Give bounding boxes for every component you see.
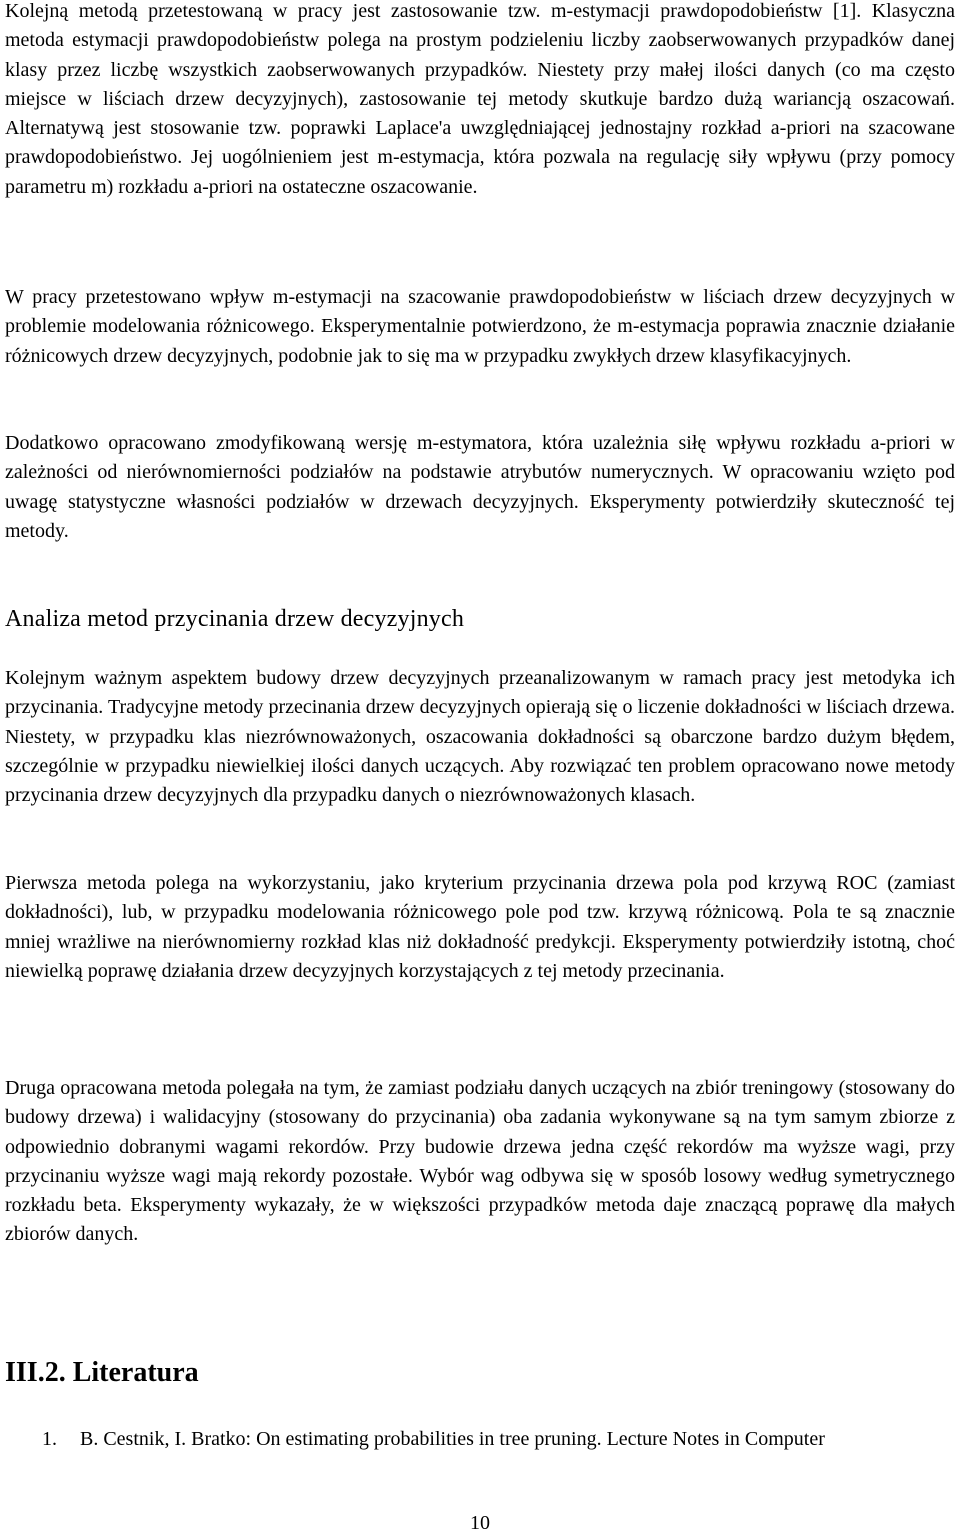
paragraph-second-pruning-method: Druga opracowana metoda polegała na tym, że zamiast podziału danych uczących na zbiór treningowy (stosowany do budowy drzewa) i walidacyjny (stosowany do przycinania) oba zadania wykonywane są na tym samym zbiorze z odpowiednio dobranymi wagami rekordów. Przy budowie drzewa jedna część rekordów ma wyższe wagi, przy przycinaniu wyższe wagi mają rekordy pozostałe. Wybór wag odbywa się w sposób losowy według symetrycznego rozkładu beta. Eksperymenty wykazały, że w większości przypadków metoda daje znaczącą poprawę dla małych zbiorów danych. [5, 1077, 955, 1246]
reference-number: 1. [42, 1428, 57, 1450]
paragraph-pruning-intro: Kolejnym ważnym aspektem budowy drzew decyzyjnych przeanalizowanym w ramach pracy jest metodyka ich przycinania. Tradycyjne metody przecinania drzew decyzyjnych opierają się o liczenie dokładności w liściach drzewa. Niestety, w przypadku klas niezrównoważonych, oszacowania dokładności są obarczone bardzo dużym błędem, szczególnie w przypadku niewielkiej ilości danych uczących. Aby rozwiązać ten problem opracowano nowe metody przycinania drzew decyzyjnych dla przypadku danych o niezrównoważonych klasach. [5, 667, 955, 807]
paragraph-modified-m-estimator: Dodatkowo opracowano zmodyfikowaną wersję m-estymatora, która uzależnia siłę wpływu rozkładu a-priori w zależności od nierównomierności podziałów na podstawie atrybutów numerycznych. W opracowaniu wzięto pod uwagę statystyczne własności podziałów w drzewach decyzyjnych. Eksperymenty potwierdziły skuteczność tej metody. [5, 432, 955, 542]
page-number: 10 [470, 1512, 490, 1534]
reference-text: B. Cestnik, I. Bratko: On estimating probabilities in tree pruning. Lecture Notes in Computer [80, 1428, 825, 1450]
paragraph-m-estimation-intro: Kolejną metodą przetestowaną w pracy jest zastosowanie tzw. m-estymacji prawdopodobieństw [1]. Klasyczna metoda estymacji prawdopodobieństw polega na prostym podzieleniu liczby zaobserwowanych przypadków danej klasy przez liczbę wszystkich zaobserwowanych przypadków. Niestety przy małej ilości danych (co ma często miejsce w liściach drzew decyzyjnych), zastosowanie tej metody skutkuje bardzo dużą wariancją oszacowań. Alternatywą jest stosowanie tzw. poprawki Laplace'a uwzględniającej jednostajny rozkład a-priori na szacowane prawdopodobieństwo. Jej uogólnieniem jest m-estymacja, która pozwala na regulację siły wpływu (przy pomocy parametru m) rozkładu a-priori na ostateczne oszacowanie. [5, 0, 955, 198]
paragraph-first-pruning-method: Pierwsza metoda polega na wykorzystaniu, jako kryterium przycinania drzewa pola pod krzywą ROC (zamiast dokładności), lub, w przypadku modelowania różnicowego pole pod tzw. krzywą różnicową. Pola te są znacznie mniej wrażliwe na nierównomierny rozkład klas niż dokładność predykcji. Eksperymenty potwierdziły istotną, choć niewielką poprawę działania drzew decyzyjnych korzystających z tej metody przecinania. [5, 872, 955, 982]
reference-list [0, 1424, 960, 1454]
paragraph-m-estimation-results: W pracy przetestowano wpływ m-estymacji na szacowanie prawdopodobieństw w liściach drzew decyzyjnych w problemie modelowania różnicowego. Eksperymentalnie potwierdzono, że m-estymacja poprawia znacznie działanie różnicowych drzew decyzyjnych, podobnie jak to się ma w przypadku zwykłych drzew klasyfikacyjnych. [5, 286, 955, 367]
chapter-heading: III.2. Literatura [5, 1357, 199, 1388]
reference-item [0, 1424, 960, 1454]
section-heading: Analiza metod przycinania drzew decyzyjnych [5, 606, 465, 632]
